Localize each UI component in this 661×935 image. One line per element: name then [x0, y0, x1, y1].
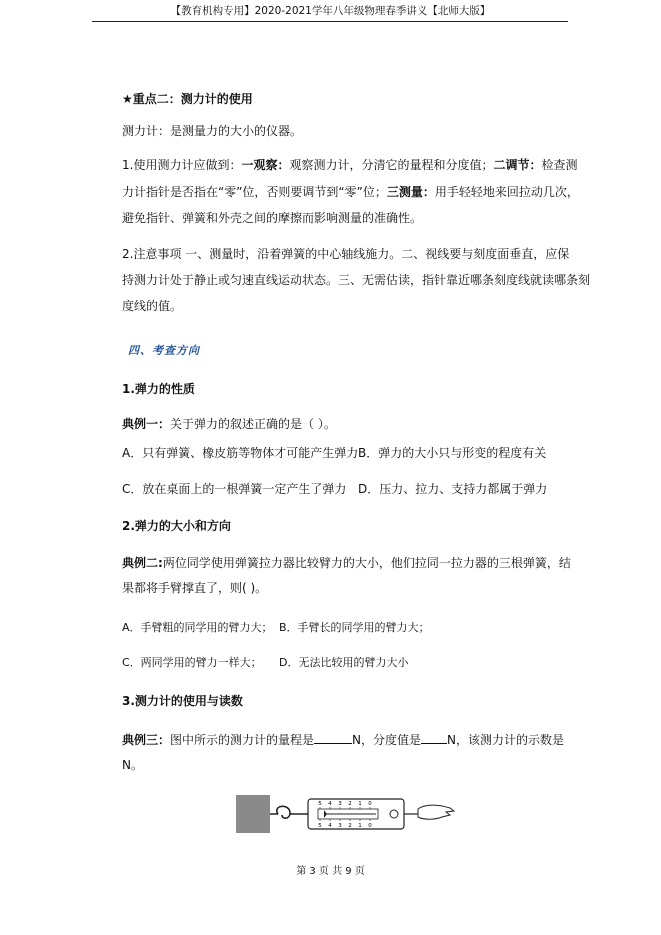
page-footer: 第 3 页 共 9 页: [296, 866, 365, 877]
header-rule: [92, 21, 568, 22]
example2-line-2: 果都将手臂撑直了，则( )。: [122, 581, 268, 595]
page-header: 【教育机构专用】2020-2021学年八年级物理春季讲义【北师大版】: [170, 5, 491, 17]
example3-mid1: N，分度值是: [352, 733, 422, 747]
example2-option-a: A．手臂粗的同学用的臂力大；: [122, 621, 273, 634]
notes-line-2: 持测力计处于静止或匀速直线运动状态。三、无需估读，指针靠近哪条刻度线就读哪条刻: [122, 273, 591, 287]
top-tick-0: 0: [368, 801, 372, 807]
bottom-tick-3: 3: [338, 823, 342, 829]
example1-option-c: C．放在桌面上的一根弹簧一定产生了弹力: [122, 482, 347, 496]
hand-icon: [418, 805, 454, 819]
topic3-title: 3.测力计的使用与读数: [122, 694, 243, 708]
answer-blank-division[interactable]: [421, 732, 447, 744]
definition-text: 测力计：是测量力的大小的仪器。: [122, 124, 303, 138]
topic2-title: 2.弹力的大小和方向: [122, 519, 231, 533]
top-tick-3: 3: [338, 801, 342, 807]
step2-label: 二调节：: [493, 158, 542, 172]
top-tick-4: 4: [328, 801, 332, 807]
example3-mid2: N，该测力计的示数是: [447, 733, 564, 747]
example2-text-1: 两位同学使用弹簧拉力器比较臂力的大小，他们拉同一拉力器的三根弹簧，结: [162, 556, 571, 570]
bottom-tick-0: 0: [368, 823, 372, 829]
example2-line-1: [122, 556, 571, 570]
usage-line-2: [122, 185, 579, 199]
example1-question: [122, 417, 336, 431]
example3-pre: 图中所示的测力计的量程是: [170, 733, 315, 747]
usage-line2-pre: 力计指针是否指在“零”位，否则要调节到“零”位；: [122, 185, 387, 199]
usage-line1-pre: 1.使用测力计应做到：: [122, 158, 242, 172]
hook-icon: [270, 806, 290, 818]
example2-option-d: D．无法比较用的臂力大小: [279, 656, 409, 669]
top-tick-2: 2: [348, 801, 352, 807]
example1-option-d: D．压力、拉力、支持力都属于弹力: [358, 482, 548, 496]
example2-option-b: B．手臂长的同学用的臂力大；: [279, 621, 430, 634]
top-tick-5: 5: [318, 801, 322, 807]
usage-line1-mid: 观察测力计，分清它的量程和分度值；: [289, 158, 494, 172]
example2-label: 典例二:: [122, 556, 163, 570]
notes-line-3: 度线的值。: [122, 299, 183, 313]
example2-option-c: C．两同学用的臂力一样大；: [122, 656, 262, 669]
example1-label: 典例一：: [122, 417, 171, 431]
example3-line-1: [122, 732, 564, 747]
usage-line-3: 避免指针、弹簧和外壳之间的摩擦而影响测量的准确性。: [122, 211, 423, 225]
usage-line2-post: 用手轻轻地来回拉动几次，: [434, 185, 579, 199]
example1-option-a: A．只有弹簧、橡皮筋等物体才可能产生弹力: [122, 446, 359, 460]
key-point-title: ★重点二：测力计的使用: [122, 92, 253, 106]
section-title: 四、考查方向: [128, 344, 200, 357]
example1-text: 关于弹力的叙述正确的是（ ）。: [170, 417, 336, 431]
bottom-tick-4: 4: [328, 823, 332, 829]
spring-scale-figure: [236, 793, 456, 835]
answer-blank-range[interactable]: [314, 732, 352, 744]
bottom-tick-5: 5: [318, 823, 322, 829]
notes-line-1: 2.注意事项 一、测量时，沿着弹簧的中心轴线施力。二、视线要与刻度面垂直，应保: [122, 247, 570, 261]
example3-label: 典例三：: [122, 733, 171, 747]
bottom-tick-1: 1: [358, 823, 362, 829]
block-weight: [236, 795, 270, 833]
step3-label: 三测量：: [386, 185, 435, 199]
usage-line1-post: 检查测: [541, 158, 578, 172]
step1-label: 一观察：: [241, 158, 290, 172]
example1-option-b: B．弹力的大小只与形变的程度有关: [358, 446, 547, 460]
topic1-title: 1.弹力的性质: [122, 382, 195, 396]
bottom-tick-2: 2: [348, 823, 352, 829]
example3-line-2: N。: [122, 758, 143, 772]
top-tick-1: 1: [358, 801, 362, 807]
usage-line-1: [122, 158, 578, 172]
